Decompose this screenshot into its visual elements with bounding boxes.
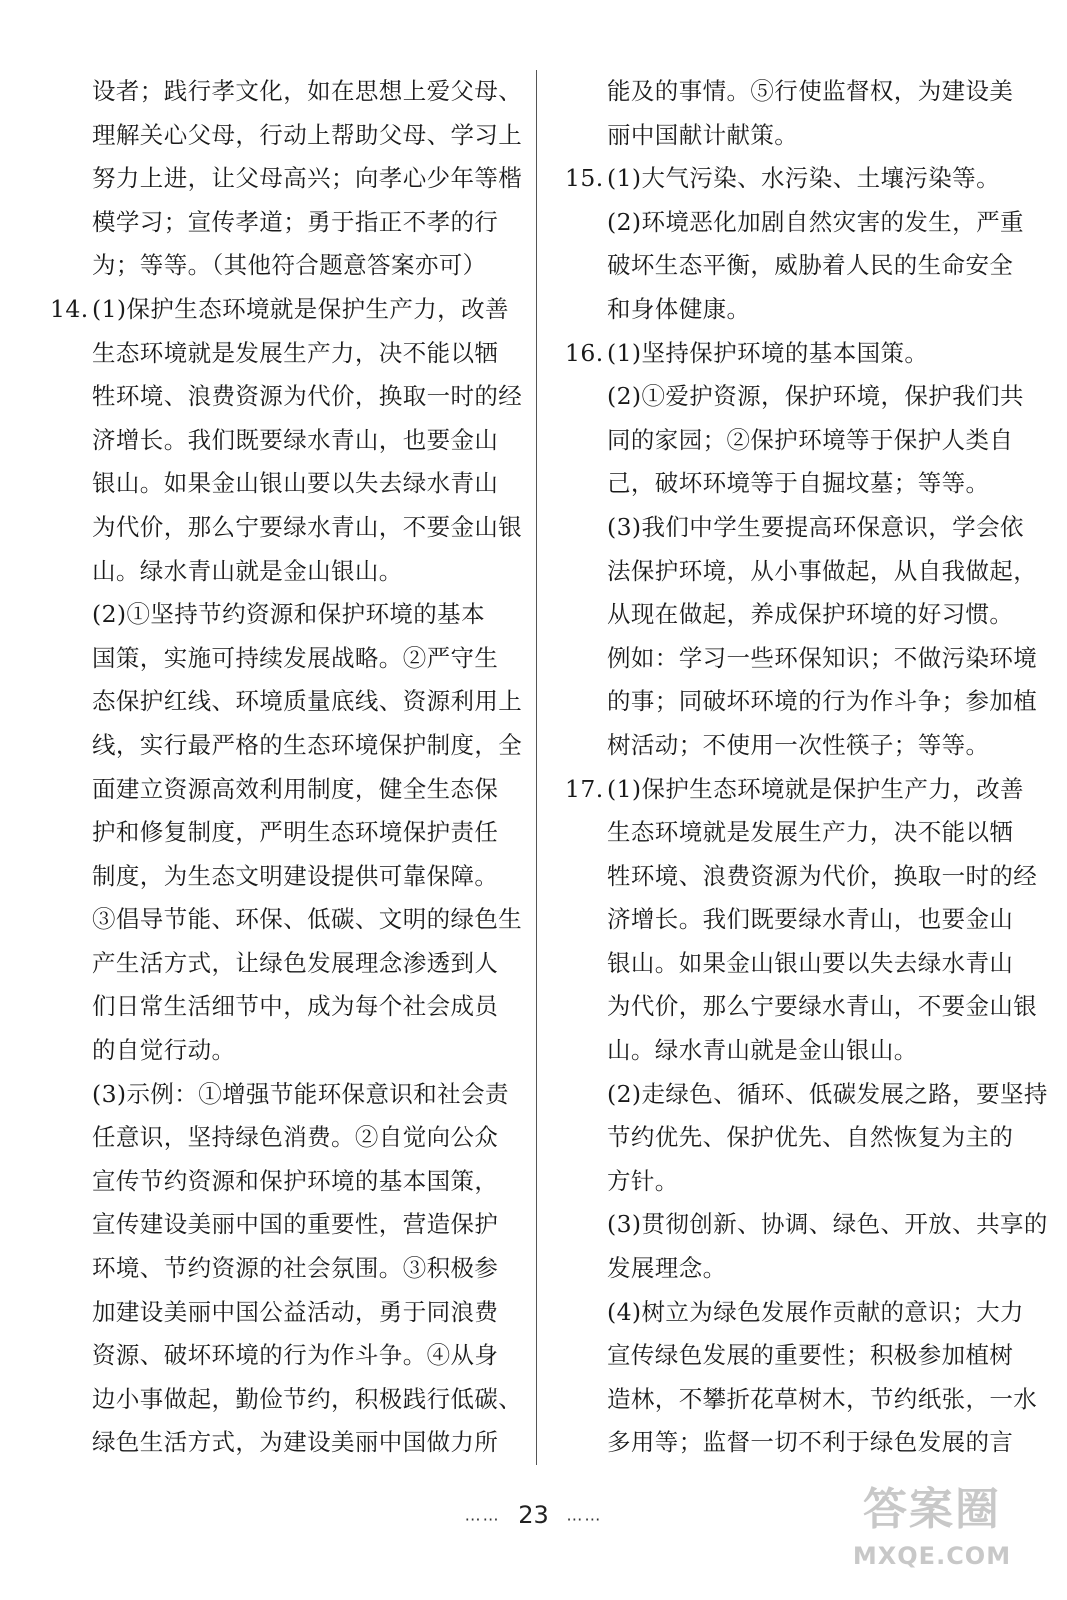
line-text: 生态环境就是发展生产力，决不能以牺 [92, 338, 499, 367]
watermark-site: MXQE.COM [852, 1542, 1012, 1570]
text-line [565, 375, 1024, 419]
line-text: 节约优先、保护优先、自然恢复为主的 [607, 1123, 1014, 1152]
line-text: (1)大气污染、水污染、土壤污染等。 [607, 164, 1000, 193]
line-text: 环境、节约资源的社会氛围。③积极参 [92, 1254, 499, 1283]
text-line [565, 637, 1038, 681]
right-column [565, 70, 1048, 1465]
line-text: (3)示例：①增强节能环保意识和社会责 [92, 1079, 509, 1108]
line-text: 破坏生态平衡，威胁着人民的生命安全 [607, 251, 1014, 280]
text-line [50, 1291, 520, 1335]
line-text: 法保护环境，从小事做起，从自我做起， [607, 556, 1038, 585]
page-number: 23 [518, 1501, 549, 1529]
line-text: (1)保护生态环境就是保护生产力，改善 [607, 774, 1024, 803]
line-text: (2)①爱护资源，保护环境，保护我们共 [607, 382, 1024, 411]
line-text: 制度，为生态文明建设提供可靠保障。 [92, 861, 499, 890]
text-line [50, 462, 520, 506]
line-text: 们日常生活细节中，成为每个社会成员 [92, 992, 499, 1021]
question-number: 16. [565, 338, 604, 367]
text-line [565, 1116, 1015, 1160]
text-line [565, 244, 1015, 288]
line-text: 护和修复制度，严明生态环境保护责任 [92, 818, 499, 847]
line-text: 山。绿水青山就是金山银山。 [92, 556, 403, 585]
line-text: (3)我们中学生要提高环保意识，学会依 [607, 512, 1024, 541]
line-text: 济增长。我们既要绿水青山，也要金山 [92, 425, 499, 454]
text-line [565, 768, 1024, 812]
line-text: 资源、破坏环境的行为作斗争。④从身 [92, 1341, 499, 1370]
line-text: 设者；践行孝文化，如在思想上爱父母、 [92, 77, 523, 105]
line-text: 山。绿水青山就是金山银山。 [607, 1036, 918, 1065]
line-text: 牲环境、浪费资源为代价，换取一时的经 [607, 861, 1038, 890]
line-text: 宣传绿色发展的重要性；积极参加植树 [607, 1341, 1014, 1370]
text-line [50, 1203, 520, 1247]
footer-dots-left: …… [464, 1505, 501, 1525]
line-text: (3)贯彻创新、协调、绿色、开放、共享的 [607, 1210, 1048, 1239]
text-line [50, 506, 523, 550]
text-line [50, 1116, 520, 1160]
text-line [50, 855, 520, 899]
line-text: 牲环境、浪费资源为代价，换取一时的经 [92, 382, 523, 411]
line-text: 丽中国献计献策。 [607, 120, 799, 149]
text-line [565, 1029, 1015, 1073]
line-text: ③倡导节能、环保、低碳、文明的绿色生 [92, 905, 523, 934]
text-line [565, 550, 1038, 594]
text-line [50, 637, 520, 681]
watermark-title: 答案圈 [863, 1484, 1001, 1535]
line-text: 面建立资源高效利用制度，健全生态保 [92, 774, 499, 803]
text-line [50, 768, 520, 812]
line-text: 树活动；不使用一次性筷子；等等。 [607, 730, 990, 759]
left-column [50, 70, 523, 1465]
text-line [565, 1203, 1048, 1247]
text-line [565, 114, 1015, 158]
line-text: 能及的事情。⑤行使监督权，为建设美 [607, 77, 1014, 105]
text-line [50, 1421, 520, 1465]
text-line [565, 1421, 1015, 1465]
text-line [565, 1247, 1015, 1291]
column-divider [536, 70, 537, 1465]
text-line [565, 70, 1015, 114]
line-text: 的事；同破坏环境的行为作斗争；参加植 [607, 687, 1038, 716]
text-line [565, 419, 1015, 463]
text-line [50, 332, 520, 376]
text-line [565, 593, 1015, 637]
text-line [565, 898, 1015, 942]
line-text: (1)保护生态环境就是保护生产力，改善 [92, 294, 509, 323]
text-line [50, 419, 520, 463]
question-number: 17. [565, 774, 604, 803]
line-text: 态保护红线、环境质量底线、资源利用上 [92, 687, 523, 716]
text-line [565, 201, 1024, 245]
line-text: 多用等；监督一切不利于绿色发展的言 [607, 1428, 1014, 1457]
text-line [565, 1334, 1015, 1378]
line-text: 同的家园；②保护环境等于保护人类自 [607, 425, 1014, 454]
line-text: (4)树立为绿色发展作贡献的意识；大力 [607, 1297, 1024, 1326]
line-text: 己，破坏环境等于自掘坟墓；等等。 [607, 469, 990, 498]
text-line [50, 375, 523, 419]
text-line [50, 1073, 520, 1117]
line-text: 加建设美丽中国公益活动，勇于同浪费 [92, 1297, 499, 1326]
text-line [50, 157, 523, 201]
line-text: 从现在做起，养成保护环境的好习惯。 [607, 600, 1014, 629]
text-line [50, 288, 520, 332]
line-text: 银山。如果金山银山要以失去绿水青山 [92, 469, 499, 498]
text-line [50, 680, 523, 724]
line-text: 绿色生活方式，为建设美丽中国做力所 [92, 1428, 499, 1457]
line-text: 努力上进，让父母高兴；向孝心少年等楷 [92, 164, 523, 193]
text-line [565, 1291, 1024, 1335]
line-text: 国策，实施可持续发展战略。②严守生 [92, 643, 499, 672]
text-line [50, 1247, 520, 1291]
text-line [565, 942, 1015, 986]
text-line [565, 1160, 1015, 1204]
text-line [50, 1160, 520, 1204]
text-line [565, 811, 1015, 855]
line-text: 边小事做起，勤俭节约，积极践行低碳、 [92, 1384, 523, 1413]
text-line [565, 985, 1038, 1029]
line-text: 宣传节约资源和保护环境的基本国策， [92, 1166, 499, 1195]
line-text: 模学习；宣传孝道；勇于指正不孝的行 [92, 207, 499, 236]
text-line [565, 855, 1038, 899]
line-text: (1)坚持保护环境的基本国策。 [607, 338, 929, 367]
text-line [565, 462, 1015, 506]
text-line [50, 811, 520, 855]
text-line [50, 724, 523, 768]
line-text: 为代价，那么宁要绿水青山，不要金山银 [607, 992, 1038, 1021]
text-line [565, 332, 1015, 376]
text-line [50, 70, 523, 114]
text-line [50, 1378, 523, 1422]
text-line [50, 114, 523, 158]
text-line [50, 985, 520, 1029]
line-text: 造林，不攀折花草树木，节约纸张，一水 [607, 1384, 1038, 1413]
line-text: 济增长。我们既要绿水青山，也要金山 [607, 905, 1014, 934]
line-text: (2)①坚持节约资源和保护环境的基本 [92, 600, 485, 629]
text-line [565, 724, 1015, 768]
line-text: 例如：学习一些环保知识；不做污染环境 [607, 643, 1038, 672]
text-line [50, 244, 520, 288]
watermark-logo [837, 1480, 1027, 1590]
text-line [565, 157, 1015, 201]
line-text: 银山。如果金山银山要以失去绿水青山 [607, 948, 1014, 977]
text-line [50, 201, 520, 245]
text-line [565, 1378, 1038, 1422]
text-line [50, 942, 520, 986]
line-text: 生态环境就是发展生产力，决不能以牺 [607, 818, 1014, 847]
text-line [50, 593, 520, 637]
question-number: 14. [50, 294, 89, 323]
text-line [565, 1073, 1048, 1117]
text-line [565, 680, 1038, 724]
line-text: 的自觉行动。 [92, 1036, 236, 1065]
text-line [50, 1029, 520, 1073]
text-line [565, 506, 1024, 550]
line-text: 理解关心父母，行动上帮助父母、学习上 [92, 120, 523, 149]
line-text: 线，实行最严格的生态环境保护制度，全 [92, 730, 523, 759]
line-text: 为代价，那么宁要绿水青山，不要金山银 [92, 512, 523, 541]
line-text: (2)走绿色、循环、低碳发展之路，要坚持 [607, 1079, 1048, 1108]
line-text: 和身体健康。 [607, 294, 751, 323]
line-text: 宣传建设美丽中国的重要性，营造保护 [92, 1210, 499, 1239]
text-line [565, 288, 1015, 332]
text-line [50, 550, 520, 594]
footer-dots-right: …… [566, 1505, 603, 1525]
line-text: 为；等等。（其他符合题意答案亦可） [92, 251, 487, 280]
line-text: 发展理念。 [607, 1254, 727, 1283]
text-line [50, 1334, 520, 1378]
question-number: 15. [565, 164, 604, 193]
line-text: 产生活方式，让绿色发展理念渗透到人 [92, 948, 499, 977]
line-text: 任意识，坚持绿色消费。②自觉向公众 [92, 1123, 499, 1152]
line-text: 方针。 [607, 1166, 679, 1195]
text-line [50, 898, 523, 942]
line-text: (2)环境恶化加剧自然灾害的发生，严重 [607, 207, 1024, 236]
